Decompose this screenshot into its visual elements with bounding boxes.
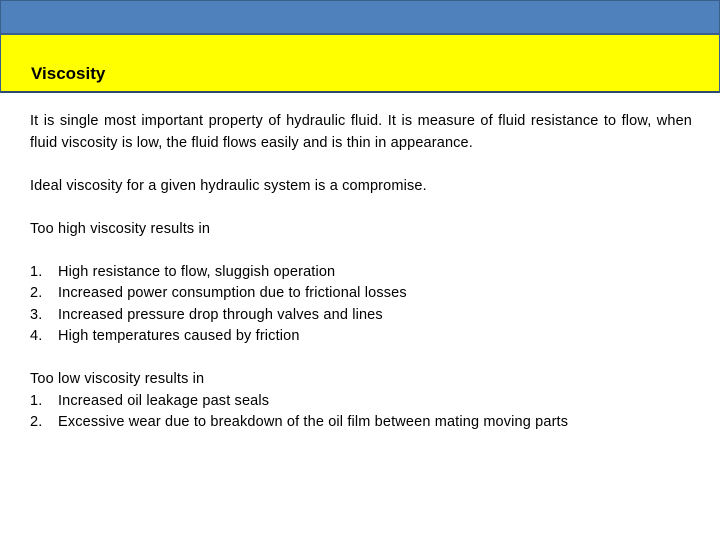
too-high-list	[30, 262, 692, 348]
slide-title: Viscosity	[31, 64, 106, 83]
intro-paragraph: It is single most important property of hydraulic fluid. It is measure of fluid resistance to flow, when fluid viscosity is low, the fluid flows easily and is thin in appearance.	[30, 113, 692, 151]
list-text: Increased pressure drop through valves and lines	[58, 306, 383, 323]
list-item	[30, 283, 692, 305]
list-number: 1.	[30, 392, 43, 409]
list-number: 1.	[30, 263, 43, 280]
list-item	[30, 262, 692, 284]
list-text: High resistance to flow, sluggish operation	[58, 263, 336, 280]
list-number: 3.	[30, 306, 43, 323]
list-text: Increased power consumption due to frictional losses	[58, 285, 407, 301]
header-bar	[0, 0, 720, 34]
too-high-heading: Too high viscosity results in	[30, 220, 211, 237]
too-low-heading: Too low viscosity results in	[30, 371, 205, 387]
list-number: 2.	[30, 285, 43, 301]
list-item	[30, 412, 692, 434]
list-number: 4.	[30, 328, 43, 344]
slide-body	[30, 111, 692, 434]
too-low-list	[30, 391, 692, 434]
title-band	[0, 34, 720, 93]
list-text: Increased oil leakage past seals	[58, 392, 270, 409]
ideal-viscosity-text: Ideal viscosity for a given hydraulic system is a compromise.	[30, 177, 427, 194]
list-text: Excessive wear due to breakdown of the oil film between mating moving parts	[58, 414, 569, 430]
list-item	[30, 326, 692, 348]
list-item	[30, 391, 692, 413]
list-text: High temperatures caused by friction	[58, 328, 300, 344]
list-number: 2.	[30, 414, 43, 430]
list-item	[30, 305, 692, 327]
